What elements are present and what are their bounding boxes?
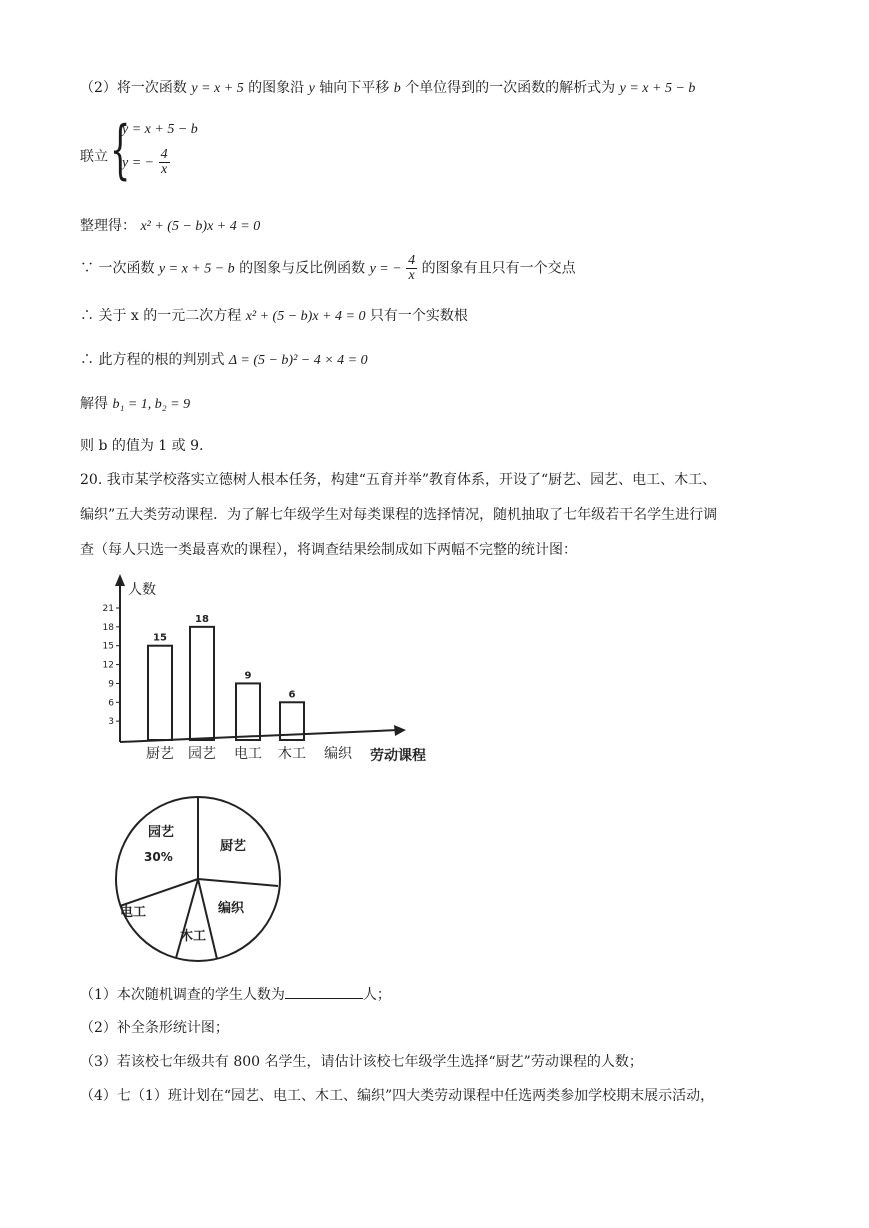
math-expression: y = −: [369, 261, 402, 277]
category-label: 电工: [234, 746, 262, 762]
x-axis-arrow-icon: [394, 725, 406, 736]
math-expression: y = x + 5: [191, 81, 244, 96]
pie-slice-boundary: [120, 879, 198, 906]
math-expression: y = x + 5 − b: [619, 81, 696, 96]
equation-system: [80, 113, 280, 198]
text: 人；: [362, 987, 391, 1003]
denominator: x: [408, 268, 415, 283]
math-expression: Δ = (5 − b)² − 4 × 4 = 0: [228, 353, 368, 368]
bar-data-label: 9: [244, 670, 252, 682]
pie-slice-boundary: [198, 879, 278, 886]
math-expression: b₁ = 1, b₂ = 9: [112, 397, 191, 412]
pie-slice-boundary: [198, 879, 217, 959]
pie-label-yuanyi: 园艺: [148, 825, 175, 840]
answer-blank[interactable]: [285, 984, 363, 999]
y-tick-label: 18: [102, 622, 114, 633]
fraction: [159, 148, 170, 177]
y-tick-label: 15: [102, 641, 114, 652]
bar: [190, 627, 214, 740]
numerator: 4: [408, 253, 416, 268]
equation-2: [122, 148, 170, 177]
math-expression: y = x + 5 − b: [158, 261, 235, 277]
bar: [236, 683, 260, 740]
y-tick-label: 3: [108, 717, 114, 728]
math-expression: x² + (5 − b)x + 4 = 0: [140, 219, 261, 234]
math-var: y: [308, 81, 315, 96]
question-2: （2）补全条形统计图；: [80, 1020, 229, 1036]
pie-label-chuyi: 厨艺: [220, 839, 247, 854]
solution-line-1: [80, 78, 695, 99]
solution-line-3: [80, 216, 260, 237]
question-1: [80, 984, 391, 1005]
math-expression: x² + (5 − b)x + 4 = 0: [245, 309, 366, 324]
y-tick-label: 21: [102, 604, 114, 614]
text: ∴ 此方程的根的判别式: [80, 352, 225, 368]
text: 的图象沿: [248, 80, 305, 96]
pie-chart: [80, 784, 300, 974]
text: 的图象有且只有一个交点: [421, 260, 576, 277]
numerator: 4: [160, 147, 168, 162]
y-axis-arrow-icon: [115, 574, 125, 586]
text: 只有一个实数根: [369, 308, 468, 324]
y-axis-label: 人数: [128, 582, 156, 598]
solution-line-6: [80, 350, 368, 371]
solution-line-8: 则 b 的值为 1 或 9.: [80, 438, 204, 454]
bar-data-label: 15: [153, 632, 167, 644]
fraction: [406, 254, 417, 283]
problem-intro-line-1: 20. 我市某学校落实立德树人根本任务，构建“五育并举”教育体系，开设了“厨艺、园艺、电工、木工、: [80, 472, 717, 488]
math-expression: y = −: [122, 155, 155, 171]
category-label: 编织: [324, 746, 352, 762]
pie-slice-boundary: [176, 879, 198, 958]
pie-label-diangong: 电工: [120, 905, 147, 920]
text: 的图象与反比例函数: [239, 260, 366, 277]
pie-label-yuanyi-percent: 30%: [144, 850, 173, 864]
y-tick-label: 9: [108, 679, 114, 690]
solution-line-5: [80, 306, 468, 327]
text: （2）将一次函数: [80, 80, 187, 96]
solution-line-7: [80, 394, 190, 415]
text: 整理得：: [80, 218, 136, 234]
problem-intro-line-3: 查（每人只选一类最喜欢的课程），将调查结果绘制成如下两幅不完整的统计图：: [80, 542, 577, 558]
solution-line-4: [80, 254, 576, 283]
text: 轴向下平移: [319, 80, 390, 96]
question-3: （3）若该校七年级共有 800 名学生，请估计该校七年级学生选择“厨艺”劳动课程的人数；: [80, 1054, 643, 1070]
pie-label-bianzhi: 编织: [218, 901, 245, 916]
category-label: 园艺: [188, 746, 216, 762]
math-var: b: [393, 81, 401, 96]
category-label: 木工: [278, 746, 306, 762]
pie-label-mugong: 木工: [180, 929, 207, 944]
question-4: （4）七（1）班计划在“园艺、电工、木工、编织”四大类劳动课程中任选两类参加学校期末展示活动，: [80, 1088, 715, 1104]
x-axis-label: 劳动课程: [370, 748, 426, 764]
text: 个单位得到的一次函数的解析式为: [405, 80, 616, 96]
left-brace-icon: {: [110, 113, 131, 187]
denominator: x: [160, 162, 168, 177]
bar-chart: [80, 570, 450, 770]
y-tick-label: 6: [108, 698, 114, 709]
text: ∵ 一次函数: [80, 260, 155, 277]
bar-data-label: 6: [288, 689, 296, 701]
category-label: 厨艺: [146, 746, 174, 762]
problem-intro-line-2: 编织”五大类劳动课程．为了解七年级学生对每类课程的选择情况，随机抽取了七年级若干名学生进行调: [80, 507, 718, 523]
system-label: 联立: [80, 149, 108, 165]
y-tick-label: 12: [102, 660, 114, 671]
text: ∴ 关于 x 的一元二次方程: [80, 308, 242, 324]
text: （1）本次随机调查的学生人数为: [80, 987, 285, 1003]
text: 解得: [80, 396, 108, 412]
bar-data-label: 18: [195, 613, 209, 625]
bar: [148, 646, 172, 740]
equation-1: y = x + 5 − b: [122, 122, 198, 137]
